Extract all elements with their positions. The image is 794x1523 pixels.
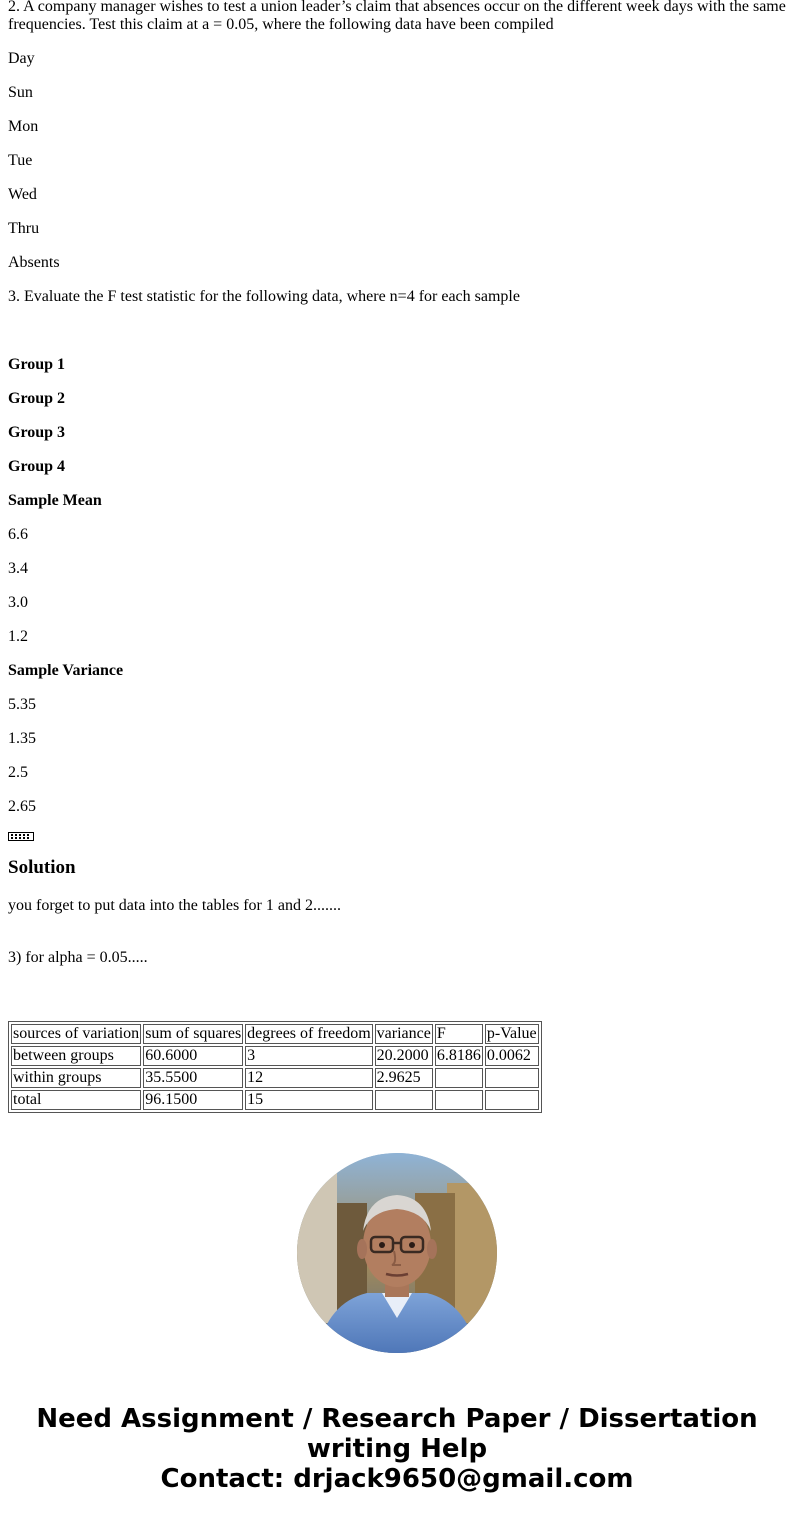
group-1-label: Group 1 [8, 356, 66, 373]
table-cell: within groups [11, 1068, 141, 1088]
table-cell: 0.0062 [485, 1046, 539, 1066]
table-cell [435, 1090, 483, 1110]
problem-2-row-mon: Mon [8, 118, 39, 135]
sample-variance-value: 2.65 [8, 798, 36, 815]
table-cell: 15 [245, 1090, 373, 1110]
table-cell [485, 1090, 539, 1110]
table-row [11, 1090, 539, 1110]
problem-2-row-thru: Thru [8, 220, 40, 237]
problem-2-text: 2. A company manager wishes to test a union leader’s claim that absences occur on the different week days with the same frequencies. Test this claim at a = 0.05, where the following data have been compiled [8, 0, 786, 33]
table-cell: total [11, 1090, 141, 1110]
group-4-label: Group 4 [8, 458, 66, 475]
table-header-cell: sources of variation [13, 1025, 140, 1042]
table-cell: 60.6000 [143, 1046, 243, 1066]
table-cell [435, 1068, 483, 1088]
table-cell: 6.8186 [436, 1047, 481, 1064]
keyboard-icon[interactable] [8, 832, 34, 841]
table-cell: 20.2000 [375, 1046, 433, 1066]
problem-2-row-day: Day [8, 50, 35, 67]
sample-mean-value: 3.0 [8, 594, 28, 611]
table-header-cell: F [435, 1024, 483, 1044]
table-cell [375, 1090, 433, 1110]
sample-mean-value: 6.6 [8, 526, 28, 543]
table-cell: 96.1500 [143, 1090, 243, 1110]
group-3-label: Group 3 [8, 424, 66, 441]
question-content [8, 0, 788, 1113]
table-header-cell: degrees of freedom [247, 1025, 371, 1042]
table-cell: 35.5500 [143, 1068, 243, 1088]
blank-line [8, 322, 788, 340]
problem-3-text: 3. Evaluate the F test statistic for the following data, where n=4 for each sample [8, 288, 520, 305]
solution-note: you forget to put data into the tables for 1 and 2....... [8, 897, 341, 914]
sample-variance-value: 1.35 [8, 730, 36, 747]
promo-line-2: writing Help [306, 1434, 488, 1464]
problem-2-row-wed: Wed [8, 186, 37, 203]
blank-line [8, 931, 788, 933]
solution-alpha-line: 3) for alpha = 0.05..... [8, 949, 148, 966]
problem-2-row-tue: Tue [8, 152, 33, 169]
promo-line-1: Need Assignment / Research Paper / Dissertation [36, 1404, 758, 1434]
table-header-row [11, 1024, 539, 1044]
sample-mean-value: 1.2 [8, 628, 28, 645]
anova-table [8, 1021, 542, 1113]
table-header-cell: p-Value [486, 1025, 537, 1042]
problem-2-row-absents: Absents [8, 254, 60, 271]
table-header-cell: sum of squares [145, 1025, 242, 1042]
table-header-cell: variance [376, 1025, 431, 1042]
author-portrait [297, 1153, 497, 1353]
sample-mean-label: Sample Mean [8, 492, 102, 509]
sample-variance-label: Sample Variance [8, 662, 124, 679]
table-cell: 2.9625 [375, 1068, 433, 1088]
portrait-illustration [297, 1153, 497, 1353]
problem-2-row-sun: Sun [8, 84, 33, 101]
sample-mean-value: 3.4 [8, 560, 28, 577]
blank-line [8, 983, 788, 1005]
group-2-label: Group 2 [8, 390, 66, 407]
sample-variance-value: 5.35 [8, 696, 36, 713]
sample-variance-value: 2.5 [8, 764, 28, 781]
table-row [11, 1068, 539, 1088]
table-cell: 3 [245, 1046, 373, 1066]
table-row [11, 1046, 539, 1066]
promo-contact[interactable]: Contact: drjack9650@gmail.com [160, 1464, 634, 1494]
solution-heading: Solution [8, 857, 76, 878]
table-cell: 12 [245, 1068, 373, 1088]
promo-banner [0, 1404, 794, 1494]
table-cell [485, 1068, 539, 1088]
table-cell: between groups [11, 1046, 141, 1066]
